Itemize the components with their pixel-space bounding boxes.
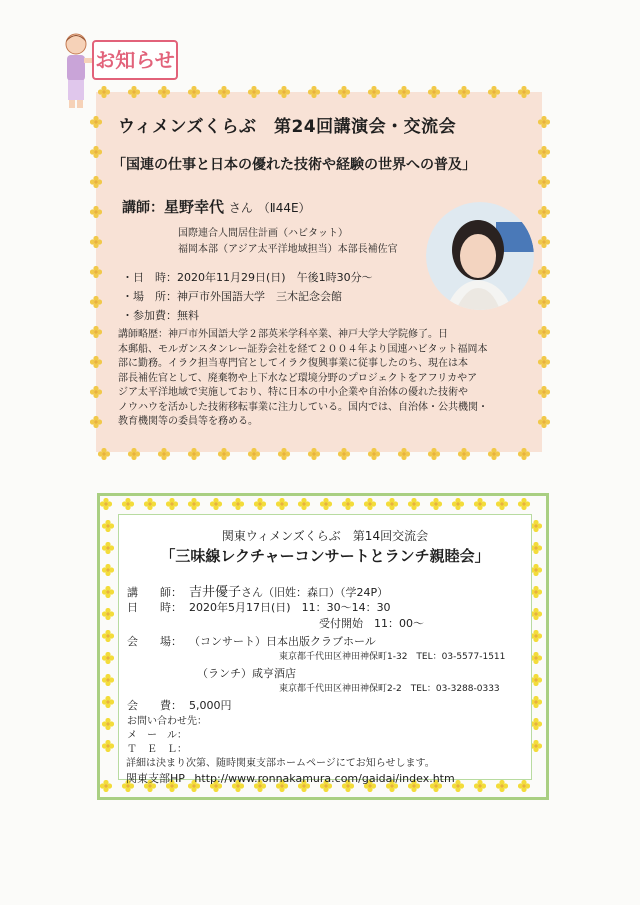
flower-icon xyxy=(102,608,114,620)
flower-icon xyxy=(102,586,114,598)
flower-icon xyxy=(538,326,550,338)
flower-icon xyxy=(398,448,410,460)
flower-icon xyxy=(488,86,500,98)
flower-icon xyxy=(408,498,420,510)
flower-icon xyxy=(364,498,376,510)
flower-icon xyxy=(452,498,464,510)
flower-icon xyxy=(538,236,550,248)
reception-time: 受付開始 11：00～ xyxy=(319,617,424,630)
flower-icon xyxy=(90,296,102,308)
flower-icon xyxy=(278,448,290,460)
flower-icon xyxy=(90,236,102,248)
fee-value: 5,000円 xyxy=(189,699,232,712)
lecturer-affiliation-1: 国際連合人間居住計画（ハビタット） xyxy=(178,228,348,239)
lecturer-label: 講 師： xyxy=(127,586,182,599)
bio-line: 部に勤務。イラク担当専門官としてイラク復興事業に従事したのち、現在は本 xyxy=(118,358,468,369)
details-note: 詳細は決まり次第、随時関東支部ホームページにてお知らせします。 xyxy=(126,758,435,769)
flower-icon xyxy=(248,86,260,98)
tel-label: Ｔ Ｅ Ｌ： xyxy=(127,744,187,755)
lecturer-bio xyxy=(118,328,526,430)
flower-icon xyxy=(458,86,470,98)
lecturer-label: 講師： xyxy=(122,200,164,216)
lecturer-photo xyxy=(426,202,534,310)
flower-icon xyxy=(538,266,550,278)
flower-icon xyxy=(102,740,114,752)
date-label: 日 時： xyxy=(127,601,182,614)
bio-line: ノウハウを活かした技術移転事業に注力している。国内では、自治体・公共機関・ xyxy=(118,401,488,413)
flower-icon xyxy=(518,86,530,98)
event-date: ・日 時：2020年11月29日(日) 午後1時30分～ xyxy=(122,271,373,284)
flower-icon xyxy=(428,448,440,460)
flower-icon xyxy=(248,448,260,460)
date-value: 2020年5月17日(日) 11：30～14：30 xyxy=(189,601,391,614)
lecture-title: ウィメンズくらぶ 第24回講演会・交流会 xyxy=(118,117,457,137)
event-info xyxy=(122,268,373,325)
fee-row xyxy=(127,697,232,713)
event-place: ・場 所：神戸市外国語大学 三木記念会館 xyxy=(122,290,342,303)
contact-label: お問い合わせ先： xyxy=(127,716,207,727)
homepage-link[interactable]: http://www.ronnakamura.com/gaidai/index.htm xyxy=(194,772,455,785)
venue-label: 会 場： xyxy=(127,635,182,648)
flower-icon xyxy=(538,386,550,398)
flower-icon xyxy=(90,116,102,128)
flower-icon xyxy=(538,206,550,218)
flower-icon xyxy=(158,448,170,460)
flower-icon xyxy=(90,176,102,188)
flower-icon xyxy=(122,498,134,510)
homepage-label: 関東支部HP xyxy=(126,772,185,785)
concert-lecturer-row xyxy=(127,581,388,600)
flower-icon xyxy=(458,448,470,460)
lecturer-name: 星野幸代 xyxy=(164,198,225,216)
flower-icon xyxy=(100,498,112,510)
lecture-notice-panel xyxy=(96,92,542,452)
flower-icon xyxy=(102,564,114,576)
flower-icon xyxy=(518,780,530,792)
flower-icon xyxy=(102,674,114,686)
flower-icon xyxy=(538,416,550,428)
flower-icon xyxy=(144,498,156,510)
mail-label: メ ー ル： xyxy=(127,730,187,741)
flower-icon xyxy=(166,498,178,510)
flower-icon xyxy=(90,386,102,398)
flower-icon xyxy=(98,448,110,460)
flower-icon xyxy=(188,498,200,510)
flower-icon xyxy=(128,86,140,98)
concert-notice-panel xyxy=(118,514,532,780)
venue1-name: （コンサート）日本出版クラブホール xyxy=(189,635,376,648)
flower-icon xyxy=(100,780,112,792)
flower-icon xyxy=(102,520,114,532)
flower-icon xyxy=(188,448,200,460)
venue1-address: 東京都千代田区神田神保町1-32 TEL：03-5577-1511 xyxy=(279,652,506,662)
flower-icon xyxy=(428,86,440,98)
flower-icon xyxy=(368,448,380,460)
flower-icon xyxy=(210,498,222,510)
lecturer-name: 吉井優子 xyxy=(189,585,242,600)
lecturer-line xyxy=(122,196,311,217)
branch-homepage xyxy=(126,770,455,786)
flower-icon xyxy=(338,448,350,460)
bio-line: 教育機関等の委員等を務める。 xyxy=(118,416,258,427)
flower-icon xyxy=(102,718,114,730)
flower-icon xyxy=(218,448,230,460)
flower-icon xyxy=(254,498,266,510)
flower-icon xyxy=(474,780,486,792)
bio-line: ジア太平洋地域で実施しており、特に日本の中小企業や自治体の優れた技術や xyxy=(118,387,468,398)
flower-icon xyxy=(128,448,140,460)
lecturer-affiliation-2: 福岡本部（アジア太平洋地域担当）本部長補佐官 xyxy=(178,244,398,255)
flower-icon xyxy=(308,448,320,460)
flower-icon xyxy=(518,448,530,460)
flower-icon xyxy=(102,652,114,664)
event-fee: ・参加費：無料 xyxy=(122,309,199,322)
flower-icon xyxy=(102,542,114,554)
lecture-subtitle: 「国連の仕事と日本の優れた技術や経験の世界への普及」 xyxy=(112,157,476,173)
flower-icon xyxy=(90,266,102,278)
bio-line: 本郵船、モルガンスタンレー証券会社を経て２００４年より国連ハビタット福岡本 xyxy=(118,343,488,355)
concert-title: 関東ウィメンズくらぶ 第14回交流会 xyxy=(221,529,429,543)
bio-line: 部長補佐官として、廃棄物や上下水など環境分野のプロジェクトをアフリカやア xyxy=(118,372,478,384)
venue2-address: 東京都千代田区神田神保町2-2 TEL：03-3288-0333 xyxy=(279,684,500,694)
venue-row-1 xyxy=(127,633,376,649)
bio-line: 講師略歴：神戸市外国語大学２部英米学科卒業、神戸大学大学院修了。日 xyxy=(118,329,448,340)
flower-icon xyxy=(90,356,102,368)
flower-icon xyxy=(538,116,550,128)
flower-icon xyxy=(218,86,230,98)
flower-icon xyxy=(338,86,350,98)
lecturer-suffix: さん xyxy=(228,201,253,215)
flower-icon xyxy=(90,416,102,428)
flower-icon xyxy=(232,498,244,510)
notice-badge: お知らせ xyxy=(92,40,178,80)
flower-icon xyxy=(538,146,550,158)
flower-icon xyxy=(386,498,398,510)
venue2-name: （ランチ）咸亨酒店 xyxy=(197,667,296,680)
fee-label: 会 費： xyxy=(127,699,182,712)
flower-icon xyxy=(538,296,550,308)
flower-icon xyxy=(342,498,354,510)
flower-icon xyxy=(90,206,102,218)
flower-icon xyxy=(102,630,114,642)
flower-icon xyxy=(430,498,442,510)
flower-icon xyxy=(398,86,410,98)
flower-icon xyxy=(496,498,508,510)
concert-subtitle: 「三味線レクチャーコンサートとランチ親睦会」 xyxy=(160,547,490,565)
flower-icon xyxy=(320,498,332,510)
flower-icon xyxy=(278,86,290,98)
flower-icon xyxy=(90,326,102,338)
flower-icon xyxy=(538,176,550,188)
flower-icon xyxy=(90,146,102,158)
flower-icon xyxy=(368,86,380,98)
flower-icon xyxy=(488,448,500,460)
flower-icon xyxy=(538,356,550,368)
flower-icon xyxy=(188,86,200,98)
flower-icon xyxy=(98,86,110,98)
flower-icon xyxy=(158,86,170,98)
concert-date-row xyxy=(127,599,391,615)
lecturer-suffix: さん（旧姓：森口）（学24P） xyxy=(241,586,389,599)
lecturer-code: （Ⅱ44E） xyxy=(257,201,311,215)
flower-icon xyxy=(102,696,114,708)
flower-icon xyxy=(474,498,486,510)
flower-icon xyxy=(518,498,530,510)
flower-icon xyxy=(276,498,288,510)
flower-icon xyxy=(298,498,310,510)
flower-icon xyxy=(496,780,508,792)
flower-icon xyxy=(308,86,320,98)
